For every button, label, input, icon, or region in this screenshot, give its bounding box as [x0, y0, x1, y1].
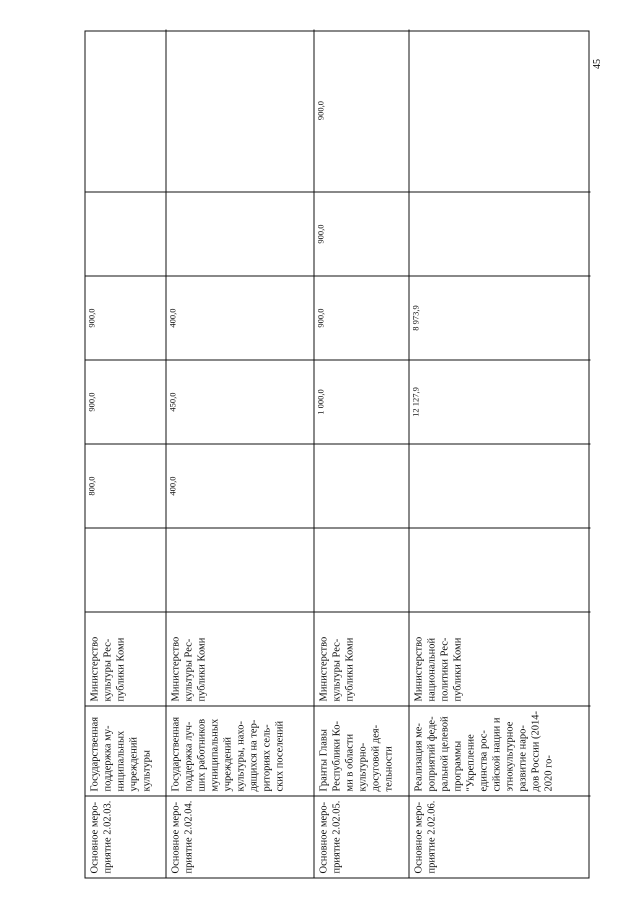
cell-executor: Министерство национальной политики Рес-публики Коми [409, 611, 590, 705]
value-text: 900,0 [86, 391, 96, 412]
cell-name: Государственная поддержка луч-ших работников муниципальных учреждений культуры, нахо-дящихся на тер-риториях сель-ских поселений [166, 705, 313, 795]
cell-value-6 [85, 29, 165, 191]
cell-value-5 [314, 191, 408, 275]
cell-code: Основное меро-приятие 2.02.03. [85, 795, 165, 877]
cell-value-5 [166, 191, 313, 275]
value-text: 900,0 [86, 307, 96, 328]
cell-executor: Министерство культуры Рес-публики Коми [166, 611, 313, 705]
cell-value-2 [85, 443, 165, 527]
cell-value-2 [166, 443, 313, 527]
cell-name: Государственная поддержка му-ниципальных учреждений культуры [85, 705, 165, 795]
value-text: 450,0 [167, 391, 177, 412]
table-row [409, 29, 590, 877]
cell-value-1 [166, 527, 313, 611]
cell-name: Гранты Главы Республики Ко-ми в области культурно-досуговой дея-тельности [314, 705, 408, 795]
cell-value-4 [409, 275, 590, 359]
table-row [85, 29, 166, 877]
cell-executor: Министерство культуры Рес-публики Коми [85, 611, 165, 705]
cell-value-4 [166, 275, 313, 359]
table-row [314, 29, 409, 877]
cell-value-3 [409, 359, 590, 443]
value-text: 900,0 [315, 100, 325, 120]
cell-name: Реализация ме-роприятий феде-ральной целевой программы "Укрепление единства рос-сийской нации и этнокультурное развитие наро-дов России (2014-2020 го- [409, 705, 590, 795]
table-row [166, 29, 314, 877]
budget-table [84, 30, 589, 878]
cell-value-6 [409, 29, 590, 191]
value-text: 1 000,0 [315, 388, 325, 415]
cell-value-3 [314, 359, 408, 443]
cell-value-2 [314, 443, 408, 527]
cell-value-3 [85, 359, 165, 443]
cell-value-1 [314, 527, 408, 611]
cell-value-4 [85, 275, 165, 359]
cell-value-1 [85, 527, 165, 611]
page-number: 45 [592, 59, 603, 69]
cell-value-4 [314, 275, 408, 359]
cell-code: Основное меро-приятие 2.02.05. [314, 795, 408, 877]
value-text: 400,0 [167, 307, 177, 328]
value-text: 12 127,9 [410, 386, 420, 417]
cell-value-6 [166, 29, 313, 191]
cell-value-1 [409, 527, 590, 611]
value-text: 800,0 [86, 475, 96, 496]
cell-value-3 [166, 359, 313, 443]
cell-executor: Министерство культуры Рес-публики Коми [314, 611, 408, 705]
budget-table-wrapper [84, 30, 589, 878]
cell-code: Основное меро-приятие 2.02.06. [409, 795, 590, 877]
value-text: 900,0 [315, 307, 325, 328]
cell-value-6 [314, 29, 408, 191]
value-text: 8 973,9 [410, 304, 420, 331]
cell-code: Основное меро-приятие 2.02.04. [166, 795, 313, 877]
cell-value-2 [409, 443, 590, 527]
value-text: 900,0 [315, 223, 325, 244]
cell-value-5 [85, 191, 165, 275]
value-text: 400,0 [167, 475, 177, 496]
cell-value-5 [409, 191, 590, 275]
